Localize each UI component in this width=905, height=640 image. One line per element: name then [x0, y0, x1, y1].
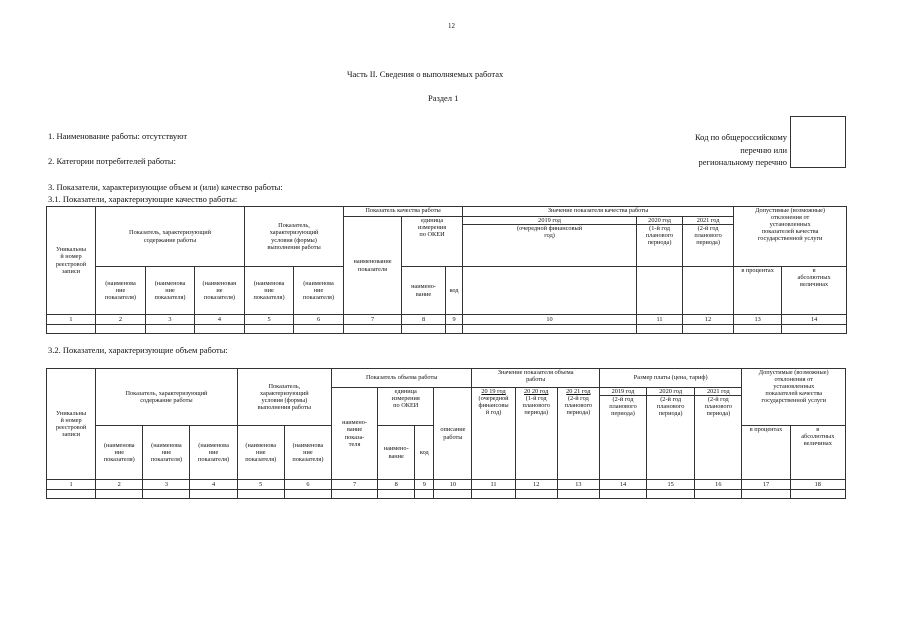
t2-sub-4: (наименова ние показателя) [237, 426, 284, 480]
t2-dev-percent: в процентах [742, 426, 790, 480]
t2-name-indicator: наимено- вание показа- теля [331, 388, 377, 480]
code-box[interactable] [790, 116, 846, 168]
t2-data-row[interactable] [47, 490, 846, 499]
consumers-label: 2. Категории потребителей работы: [48, 156, 176, 166]
t2-value-2019: 20 19 год (очередной финансовы й год) [472, 388, 515, 480]
t1-dev-percent: в процентах [734, 267, 782, 315]
t1-sub-3: (наименован ие показателя) [195, 267, 245, 315]
t1-data-row[interactable] [47, 325, 847, 334]
t1-conditions-header: Показатель, характеризующий условия (формы) выполнения работы [245, 207, 344, 267]
section-title: Раздел 1 [428, 93, 459, 103]
t1-sub-2: (наименова ние показателя) [146, 267, 195, 315]
t2-value-header: Значение показателя объема работы [472, 369, 599, 388]
quality-heading: 3.1. Показатели, характеризующие качество работы: [48, 194, 238, 204]
t1-year-2019: 2019 год (очередной финансовый год) [463, 217, 637, 267]
t2-sub-2: (наименова ние показателя) [143, 426, 190, 480]
volume-heading: 3.2. Показатели, характеризующие объем работы: [48, 345, 228, 355]
t2-unit-name: наимено- вание [378, 426, 415, 480]
t2-sub-5: (наименова ние показателя) [284, 426, 331, 480]
t2-conditions-header: Показатель, характеризующий условия (формы) выполнения работы [237, 369, 331, 426]
t2-content-header: Показатель, характеризующий содержание работы [96, 369, 237, 426]
t1-sub-5: (наименова ние показателя) [294, 267, 344, 315]
t2-unit-header: единица измерения по ОКЕИ [378, 388, 434, 426]
t1-year-2021: 2021 год (2-й год планового периода) [683, 217, 734, 267]
indicators-heading: 3. Показатели, характеризующие объем и (или) качество работы: [48, 182, 283, 192]
t2-number-row: 1 2 3 4 5 6 7 8 9 10 11 12 13 14 15 16 17 18 [47, 480, 846, 490]
t2-fee-2021: 2021 год (2-й год планового периода) [695, 388, 742, 480]
t2-sub-3: (наименова ние показателя) [190, 426, 237, 480]
volume-table [46, 368, 846, 499]
t2-unit-code: код [415, 426, 434, 480]
code-label: Код по общероссийскому перечню или региональному перечню [694, 132, 787, 167]
t1-content-header: Показатель, характеризующий содержание работы [96, 207, 245, 267]
t1-unique-header: Уникальны й номер реестровой записи [47, 207, 96, 315]
t2-value-2021: 20 21 год (2-й год планового периода) [557, 388, 599, 480]
t2-fee-2019: 2019 год (2-й год планового периода) [599, 388, 646, 480]
t2-volume-header: Показатель объема работы [331, 369, 472, 388]
t1-quality-header: Показатель качества работы [344, 207, 463, 217]
quality-table [46, 206, 847, 334]
t1-value-header: Значение показателя качества работы [463, 207, 734, 217]
t2-sub-1: (наименова ние показателя) [96, 426, 143, 480]
t1-deviation-header: Допустимые (возможные) отклонения от установленных показателей качества государственной услуги [734, 207, 847, 267]
t2-description: описание работы [434, 388, 472, 480]
t1-name-indicator: наименование показателя [344, 217, 402, 315]
t1-sub-4: (наименова ние показателя) [245, 267, 294, 315]
t1-sub-1: (наименова ние показателя) [96, 267, 146, 315]
t2-value-2020: 20 20 год (1-й год планового периода) [515, 388, 557, 480]
part-title: Часть II. Сведения о выполняемых работах [347, 69, 504, 79]
t1-dev-absolute: в абсолютных величинах [782, 267, 847, 315]
t2-fee-2020: 2020 год (2-й год планового периода) [647, 388, 695, 480]
t1-unit-code: код [446, 267, 463, 315]
t1-number-row: 1 2 3 4 5 6 7 8 9 10 11 12 13 14 [47, 315, 847, 325]
t2-unique-header: Уникальны й номер реестровой записи [47, 369, 96, 480]
t2-fee-header: Размер платы (цена, тариф) [599, 369, 742, 388]
t1-year-2020: 2020 год (1-й год планового периода) [637, 217, 683, 267]
work-name: 1. Наименование работы: отсутствуют [48, 131, 188, 141]
page-number: 12 [448, 22, 455, 30]
t2-deviation-header: Допустимые (возможные) отклонения от установленных показателей качества государственной услуги [742, 369, 846, 426]
t2-dev-absolute: в абсолютных величинах [790, 426, 845, 480]
t1-unit-header: единица измерения по ОКЕИ [402, 217, 463, 267]
t1-unit-name: наимено- вание [402, 267, 446, 315]
